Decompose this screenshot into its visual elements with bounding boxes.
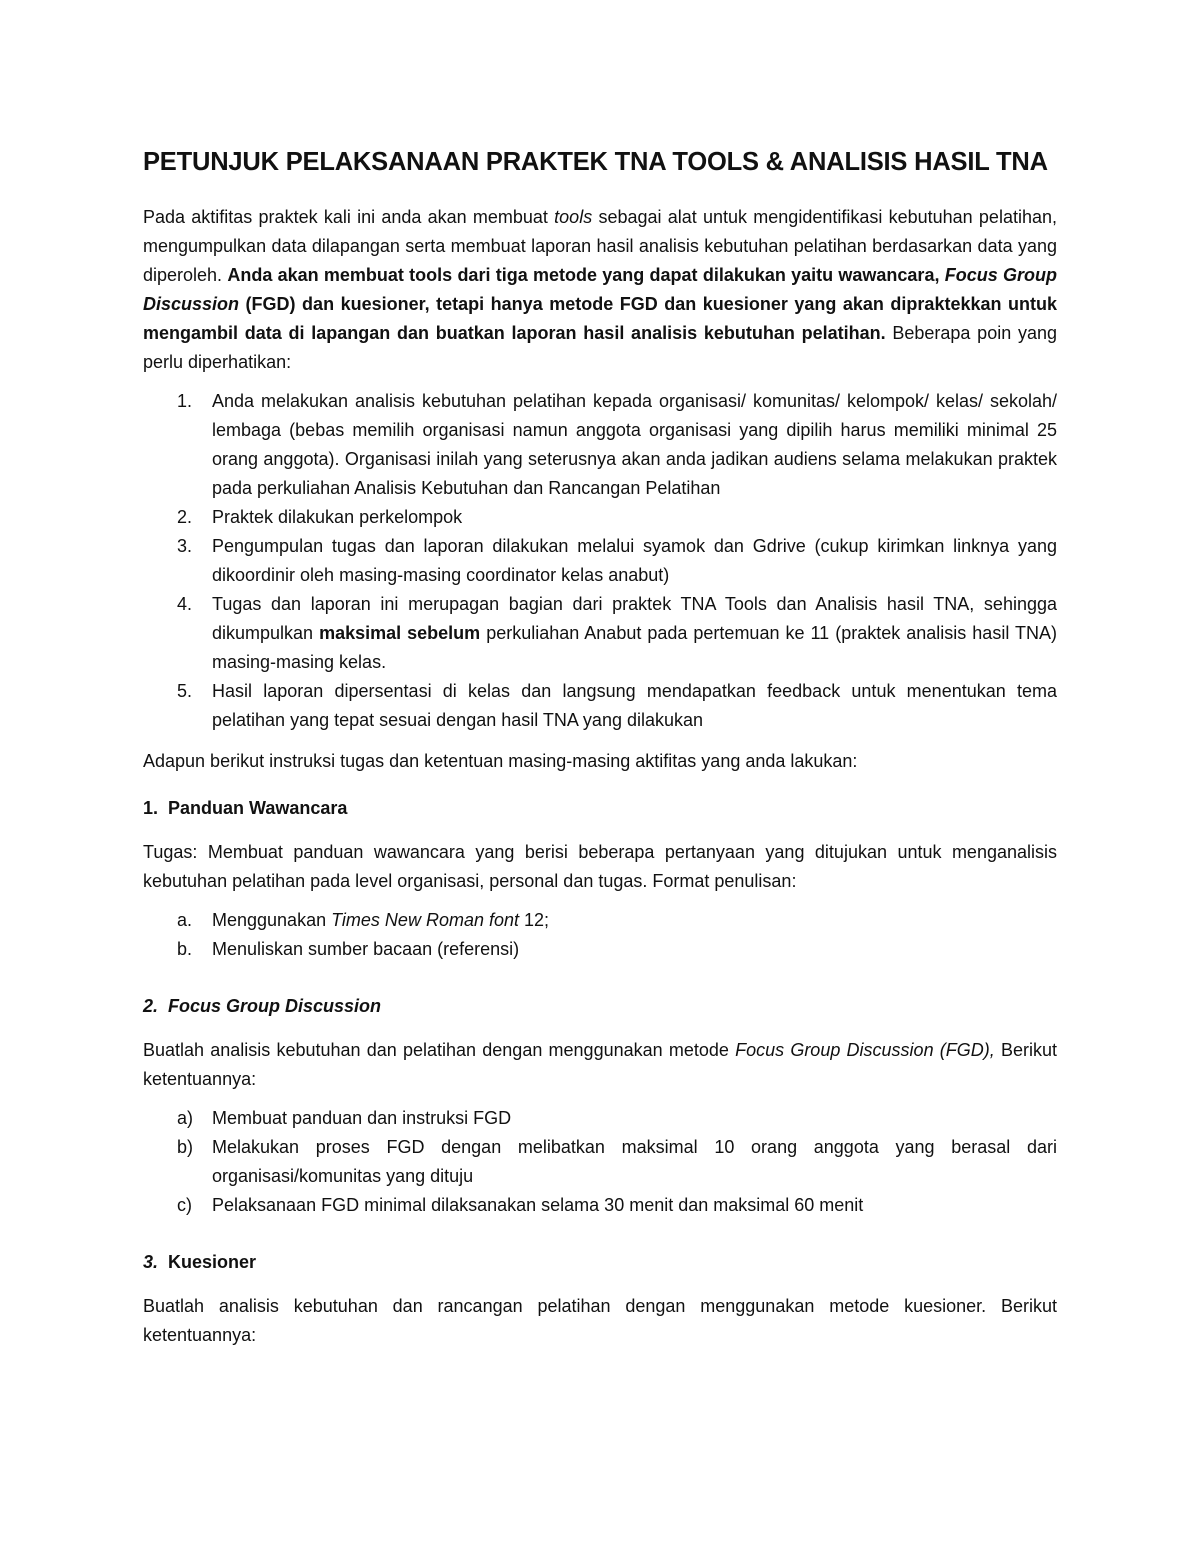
list-item (143, 590, 1057, 677)
intro-paragraph (143, 203, 1057, 377)
section-2-paragraph (143, 1036, 1057, 1094)
points-list (143, 387, 1057, 735)
list-item-text-post: perkuliahan Anabut pada pertemuan ke 11 (praktek analisis hasil TNA) masing-masing kelas. (212, 623, 1057, 672)
section-1-heading (143, 794, 1057, 823)
list-item-number: 2. (177, 507, 193, 527)
list-item-marker: a. (177, 910, 193, 930)
section-1-number: 1. (143, 798, 159, 818)
list-item-text-pre: Menuliskan sumber bacaan (referensi) (212, 939, 520, 959)
list-item (143, 935, 1057, 964)
list-item-text: Praktek dilakukan perkelompok (212, 507, 463, 527)
list-item (143, 1133, 1057, 1191)
section-2-para-post: Berikut ketentuannya: (143, 1040, 1058, 1089)
list-item (143, 906, 1057, 935)
section-2-list (143, 1104, 1057, 1220)
instructions-intro: Adapun berikut instruksi tugas dan ketentuan masing-masing aktifitas yang anda lakukan: (143, 751, 858, 771)
section-3-number: 3. (143, 1252, 159, 1272)
section-2-heading (143, 992, 1057, 1021)
intro-tools-em: tools (554, 207, 593, 227)
list-item-marker: b. (177, 939, 193, 959)
list-item-text: Membuat panduan dan instruksi FGD (212, 1108, 512, 1128)
list-item-text: Hasil laporan dipersentasi di kelas dan langsung mendapatkan feedback untuk menentukan tema pelatihan yang tepat sesuai dengan hasil TNA yang dilakukan (212, 681, 1057, 730)
list-item (143, 532, 1057, 590)
list-item-marker: c) (177, 1195, 192, 1215)
list-item-marker: a) (177, 1108, 194, 1128)
section-2-para-pre: Buatlah analisis kebutuhan dan pelatihan dengan menggunakan metode (143, 1040, 736, 1060)
list-item-text: Pelaksanaan FGD minimal dilaksanakan selama 30 menit dan maksimal 60 menit (212, 1195, 864, 1215)
list-item (143, 1104, 1057, 1133)
list-item-text-pre: Tugas dan laporan ini merupagan bagian dari praktek TNA Tools dan Analisis hasil TNA, sehingga dikumpulkan (212, 594, 1057, 643)
list-item (143, 677, 1057, 735)
section-1-title: Panduan Wawancara (168, 798, 348, 818)
intro-text-3: Beberapa poin yang perlu diperhatikan: (143, 323, 1057, 372)
section-2-title: Focus Group Discussion (168, 996, 382, 1016)
intro-text-1: Pada aktifitas praktek kali ini anda akan membuat (143, 207, 555, 227)
section-2-para-em: Focus Group Discussion (FGD), (735, 1040, 995, 1060)
section-3-title: Kuesioner (168, 1252, 257, 1272)
list-item-number: 1. (177, 391, 193, 411)
list-item (143, 503, 1057, 532)
list-item-text: Pengumpulan tugas dan laporan dilakukan melalui syamok dan Gdrive (cukup kirimkan linknya yang dikoordinir oleh masing-masing coordinator kelas anabut) (212, 536, 1057, 585)
intro-bold-2: (FGD) dan kuesioner, tetapi hanya metode FGD dan kuesioner yang akan dipraktekkan untuk mengambil data di lapangan dan buatkan laporan hasil analisis kebutuhan pelatihan. (143, 294, 1057, 343)
section-3-paragraph: Buatlah analisis kebutuhan dan rancangan pelatihan dengan menggunakan metode kuesioner. Berikut ketentuannya: (143, 1296, 1057, 1345)
list-item-text-post: 12; (519, 910, 550, 930)
list-item-number: 3. (177, 536, 193, 556)
list-item-number: 5. (177, 681, 193, 701)
intro-text-2: sebagai alat untuk mengidentifikasi kebutuhan pelatihan, mengumpulkan data dilapangan serta membuat laporan hasil analisis kebutuhan pelatihan berdasarkan data yang diperoleh. (143, 207, 1057, 285)
list-item (143, 387, 1057, 503)
section-1-list (143, 906, 1057, 964)
list-item-text: Melakukan proses FGD dengan melibatkan maksimal 10 orang anggota yang berasal dari organisasi/komunitas yang dituju (212, 1137, 1057, 1186)
document-title: PETUNJUK PELAKSANAAN PRAKTEK TNA TOOLS & ANALISIS HASIL TNA (143, 148, 1048, 176)
list-item-text-bold: maksimal sebelum (319, 623, 481, 643)
section-2-number: 2. (143, 996, 159, 1016)
list-item-marker: b) (177, 1137, 194, 1157)
list-item-number: 4. (177, 594, 193, 614)
section-1-paragraph: Tugas: Membuat panduan wawancara yang berisi beberapa pertanyaan yang ditujukan untuk menganalisis kebutuhan pelatihan pada level organisasi, personal dan tugas. Format penulisan: (143, 842, 1057, 891)
intro-bold-fgd-em: Focus Group Discussion (143, 265, 1058, 314)
list-item (143, 1191, 1057, 1220)
list-item-text-em: Times New Roman font (331, 910, 519, 930)
list-item-text-pre: Menggunakan (212, 910, 332, 930)
list-item-text: Anda melakukan analisis kebutuhan pelatihan kepada organisasi/ komunitas/ kelompok/ kelas/ sekolah/ lembaga (bebas memilih organisasi namun anggota organisasi yang dipilih harus memiliki minimal 25 orang anggota). Organisasi inilah yang seterusnya akan anda jadikan audiens selama melakukan praktek pada perkuliahan Analisis Kebutuhan dan Rancangan Pelatihan (212, 391, 1057, 498)
section-3-heading (143, 1248, 1057, 1277)
intro-bold-1: Anda akan membuat tools dari tiga metode yang dapat dilakukan yaitu wawancara, (227, 265, 945, 285)
